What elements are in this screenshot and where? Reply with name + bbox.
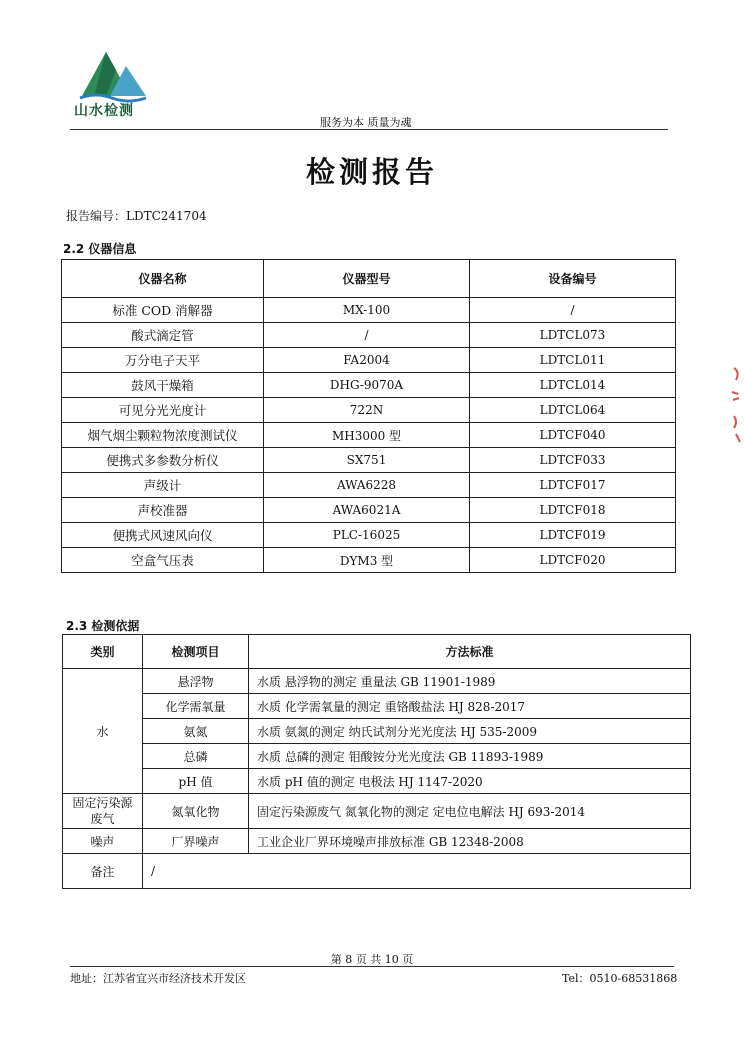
instrument-model-cell: PLC-16025 [264, 523, 470, 548]
table-row [62, 498, 676, 523]
table-row [62, 323, 676, 348]
instrument-id-cell: LDTCL011 [470, 348, 676, 373]
instrument-id-cell: LDTCF020 [470, 548, 676, 573]
category-cell-water: 水 [63, 669, 143, 794]
table-row [63, 669, 691, 694]
table-row [62, 473, 676, 498]
instrument-name-cell: 标准 COD 消解器 [62, 298, 264, 323]
remark-label: 备注 [63, 854, 143, 889]
category-cell-noise: 噪声 [63, 829, 143, 854]
instrument-name-cell: 空盒气压表 [62, 548, 264, 573]
instrument-name-cell: 鼓风干燥箱 [62, 373, 264, 398]
page-title: 检测报告 [305, 155, 438, 189]
report-number: 报告编号：LDTC241704 [66, 209, 207, 223]
instrument-model-cell: FA2004 [264, 348, 470, 373]
instrument-name-cell: 声级计 [62, 473, 264, 498]
company-logo-text: 山水检测 [74, 103, 134, 119]
slogan: 服务为本 质量为魂 [320, 116, 412, 129]
category-line: 固定污染源 [72, 796, 133, 810]
item-cell: 化学需氧量 [143, 694, 249, 719]
instrument-id-cell: LDTCF018 [470, 498, 676, 523]
instrument-id-cell: LDTCF019 [470, 523, 676, 548]
remark-value: / [143, 854, 691, 889]
table-row [62, 448, 676, 473]
table-row [63, 744, 691, 769]
method-cell: 工业企业厂界环境噪声排放标准 GB 12348-2008 [249, 829, 691, 854]
footer-divider [70, 966, 674, 967]
footer-tel: Tel：0510-68531868 [562, 972, 678, 985]
table-row [62, 523, 676, 548]
method-cell: 水质 总磷的测定 钼酸铵分光光度法 GB 11893-1989 [249, 744, 691, 769]
item-cell: 氨氮 [143, 719, 249, 744]
category-cell-exhaust [63, 794, 143, 829]
instrument-model-cell: MH3000 型 [264, 423, 470, 448]
column-header: 方法标准 [249, 635, 691, 669]
instrument-model-cell: MX-100 [264, 298, 470, 323]
instrument-id-cell: / [470, 298, 676, 323]
instrument-id-cell: LDTCF040 [470, 423, 676, 448]
table-row [63, 854, 691, 889]
instrument-name-cell: 酸式滴定管 [62, 323, 264, 348]
basis-table [62, 634, 691, 889]
method-cell: 水质 pH 值的测定 电极法 HJ 1147-2020 [249, 769, 691, 794]
instrument-name-cell: 烟气烟尘颗粒物浓度测试仪 [62, 423, 264, 448]
instrument-model-cell: AWA6228 [264, 473, 470, 498]
section-heading-basis: 2.3 检测依据 [66, 619, 140, 633]
table-row [63, 769, 691, 794]
table-row [62, 373, 676, 398]
table-header-row [63, 635, 691, 669]
method-cell: 水质 悬浮物的测定 重量法 GB 11901-1989 [249, 669, 691, 694]
page-number: 第 8 页 共 10 页 [330, 953, 414, 966]
instrument-id-cell: LDTCF017 [470, 473, 676, 498]
item-cell: 悬浮物 [143, 669, 249, 694]
instrument-model-cell: DHG-9070A [264, 373, 470, 398]
column-header: 仪器名称 [62, 260, 264, 298]
table-row [63, 794, 691, 829]
item-cell: 厂界噪声 [143, 829, 249, 854]
item-cell: 氮氧化物 [143, 794, 249, 829]
instrument-id-cell: LDTCL073 [470, 323, 676, 348]
instrument-name-cell: 声校准器 [62, 498, 264, 523]
section-heading-instruments: 2.2 仪器信息 [63, 242, 137, 256]
table-row [63, 719, 691, 744]
category-line: 废气 [90, 812, 115, 826]
instrument-id-cell: LDTCL014 [470, 373, 676, 398]
method-cell: 水质 氨氮的测定 纳氏试剂分光光度法 HJ 535-2009 [249, 719, 691, 744]
table-row [62, 298, 676, 323]
instrument-model-cell: / [264, 323, 470, 348]
table-row [62, 423, 676, 448]
instrument-model-cell: 722N [264, 398, 470, 423]
item-cell: pH 值 [143, 769, 249, 794]
method-cell: 水质 化学需氧量的测定 重铬酸盐法 HJ 828-2017 [249, 694, 691, 719]
column-header: 检测项目 [143, 635, 249, 669]
column-header: 仪器型号 [264, 260, 470, 298]
instrument-model-cell: SX751 [264, 448, 470, 473]
table-header-row [62, 260, 676, 298]
instrument-model-cell: AWA6021A [264, 498, 470, 523]
instrument-id-cell: LDTCF033 [470, 448, 676, 473]
table-row [62, 548, 676, 573]
instrument-name-cell: 万分电子天平 [62, 348, 264, 373]
instrument-name-cell: 便携式风速风向仪 [62, 523, 264, 548]
instruments-table [61, 259, 676, 573]
footer-address: 地址：江苏省宜兴市经济技术开发区 [70, 972, 246, 985]
instrument-name-cell: 可见分光光度计 [62, 398, 264, 423]
instrument-model-cell: DYM3 型 [264, 548, 470, 573]
column-header: 类别 [63, 635, 143, 669]
instrument-name-cell: 便携式多参数分析仪 [62, 448, 264, 473]
table-row [63, 694, 691, 719]
header-divider [70, 129, 668, 130]
table-row [63, 829, 691, 854]
item-cell: 总磷 [143, 744, 249, 769]
seal-stamp-edge [726, 362, 744, 452]
instrument-id-cell: LDTCL064 [470, 398, 676, 423]
method-cell: 固定污染源废气 氮氧化物的测定 定电位电解法 HJ 693-2014 [249, 794, 691, 829]
table-row [62, 348, 676, 373]
table-row [62, 398, 676, 423]
column-header: 设备编号 [470, 260, 676, 298]
